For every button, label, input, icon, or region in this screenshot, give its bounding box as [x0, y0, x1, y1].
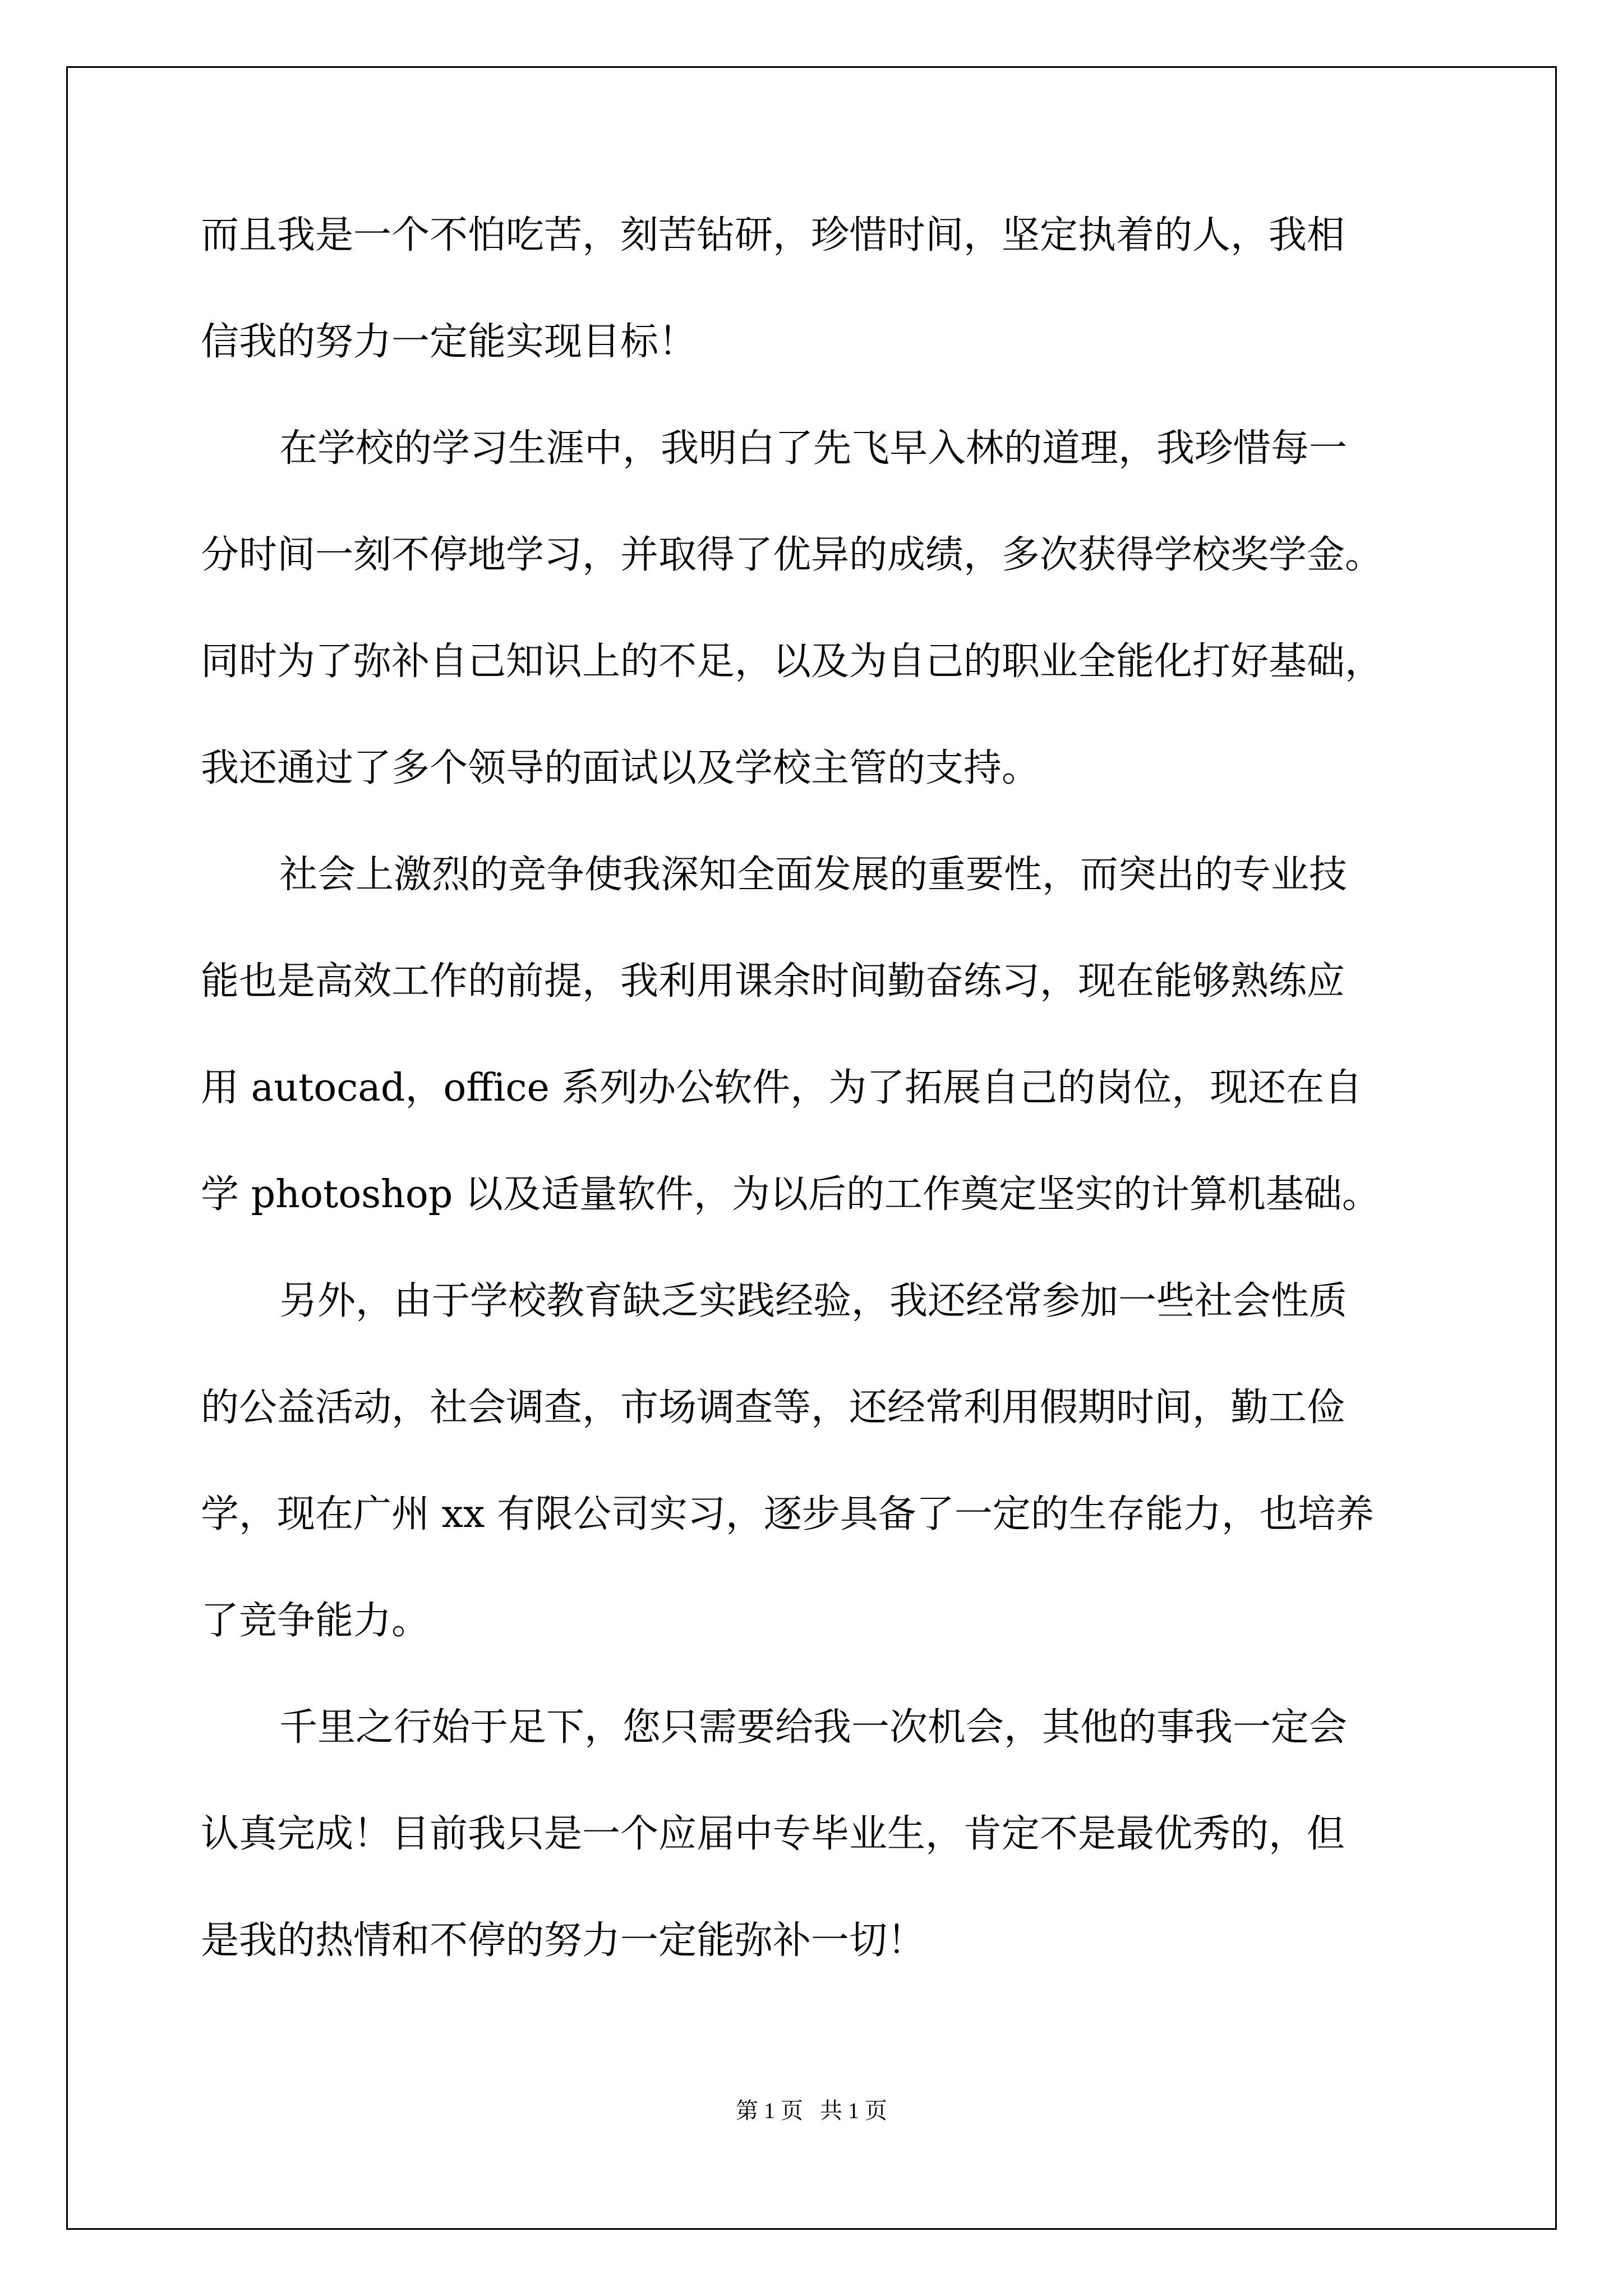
text-line: 同时为了弥补自己知识上的不足，以及为自己的职业全能化打好基础，	[201, 639, 1384, 684]
text-line: 分时间一刻不停地学习，并取得了优异的成绩，多次获得学校奖学金。	[201, 533, 1384, 577]
text-line: 千里之行始于足下，您只需要给我一次机会，其他的事我一定会	[279, 1705, 1348, 1750]
text-line: 社会上激烈的竞争使我深知全面发展的重要性，而突出的专业技	[279, 853, 1348, 897]
text-line: 我还通过了多个领导的面试以及学校主管的支持。	[201, 746, 1040, 790]
text-line: 学 photoshop 以及适量软件，为以后的工作奠定坚实的计算机基础。	[201, 1172, 1380, 1217]
text-line: 另外，由于学校教育缺乏实践经验，我还经常参加一些社会性质	[279, 1279, 1348, 1323]
page-border	[66, 66, 1557, 2230]
text-line: 在学校的学习生涯中，我明白了先飞早入林的道理，我珍惜每一	[279, 426, 1348, 471]
text-line: 用 autocad，office 系列办公软件，为了拓展自己的岗位，现还在自	[201, 1066, 1363, 1110]
text-line: 能也是高效工作的前提，我利用课余时间勤奋练习，现在能够熟练应	[201, 959, 1345, 1004]
text-line: 而且我是一个不怕吃苦，刻苦钻研，珍惜时间，坚定执着的人，我相	[201, 213, 1345, 257]
text-line: 信我的努力一定能实现目标！	[201, 320, 697, 364]
text-line: 认真完成！目前我只是一个应届中专毕业生，肯定不是最优秀的，但	[201, 1812, 1345, 1856]
text-line: 的公益活动，社会调查，市场调查等，还经常利用假期时间，勤工俭	[201, 1386, 1345, 1430]
text-line: 了竞争能力。	[201, 1599, 430, 1643]
text-line: 是我的热情和不停的努力一定能弥补一切！	[201, 1918, 926, 1963]
text-line: 学，现在广州 xx 有限公司实习，逐步具备了一定的生存能力，也培养	[201, 1492, 1374, 1536]
page-footer: 第 1 页 共 1 页	[736, 2098, 887, 2123]
